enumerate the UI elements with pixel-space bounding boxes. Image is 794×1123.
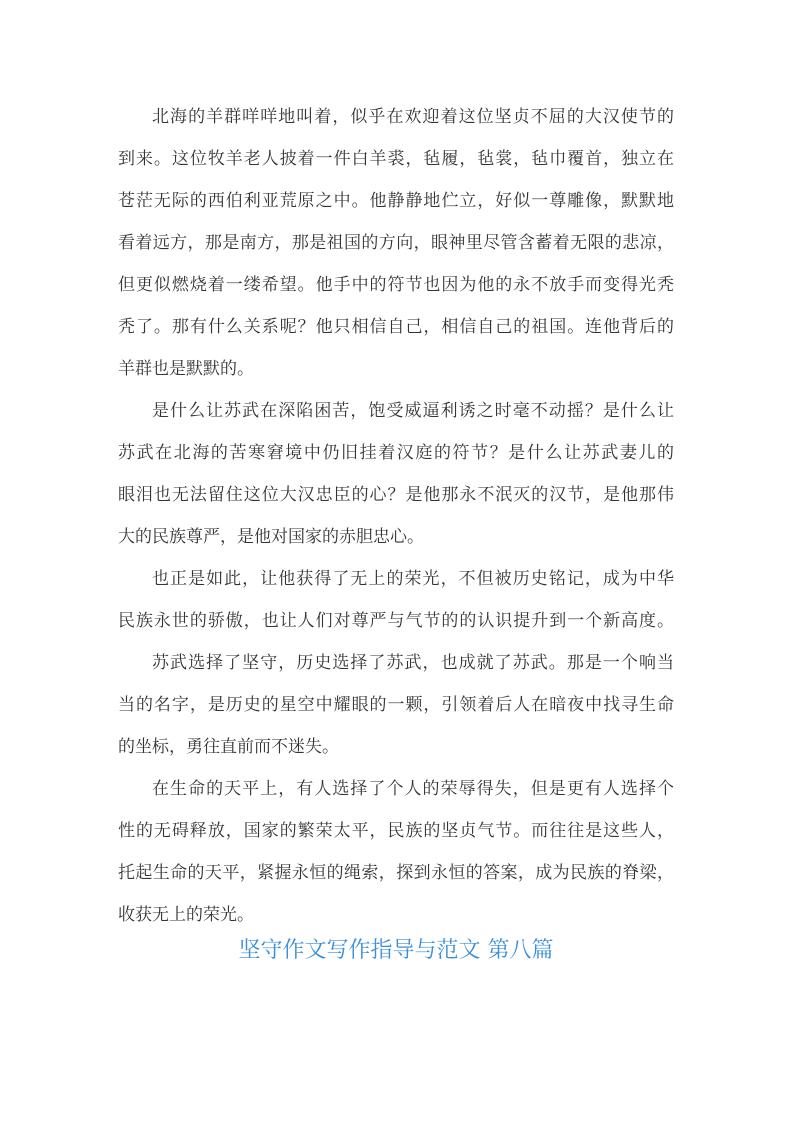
paragraph-line: 羊群也是默默的。 <box>118 359 254 379</box>
paragraph <box>118 558 794 642</box>
paragraph-line: 民族永世的骄傲，也让人们对尊严与气节的的认识提升到一个新高度。 <box>118 611 674 631</box>
paragraph-line: 在生命的天平上，有人选择了个人的荣辱得失，但是更有人选择个 <box>152 779 674 799</box>
paragraph-line: 的坐标，勇往直前而不迷失。 <box>118 737 339 757</box>
paragraph <box>118 642 794 768</box>
paragraph-line: 收获无上的荣光。 <box>118 905 254 925</box>
paragraph-line: 北海的羊群咩咩地叫着，似乎在欢迎着这位坚贞不屈的大汉使节的 <box>152 107 674 127</box>
paragraph <box>118 390 794 558</box>
paragraph <box>118 96 794 390</box>
paragraph-line: 托起生命的天平，紧握永恒的绳索，探到永恒的答案，成为民族的脊梁， <box>118 863 674 883</box>
section-heading: 坚守作文写作指导与范文 第八篇 <box>238 938 554 963</box>
paragraph-line: 秃了。那有什么关系呢？他只相信自己，相信自己的祖国。连他背后的 <box>118 317 674 337</box>
paragraph-line: 到来。这位牧羊老人披着一件白羊裘，毡履，毡裳，毡巾覆首，独立在 <box>118 149 674 169</box>
paragraph-line: 苏武在北海的苦寒窘境中仍旧挂着汉庭的符节？是什么让苏武妻儿的 <box>118 443 674 463</box>
paragraph-line: 是什么让苏武在深陷困苦，饱受威逼利诱之时毫不动摇？是什么让 <box>152 401 674 421</box>
paragraph-line: 性的无碍释放，国家的繁荣太平，民族的坚贞气节。而往往是这些人， <box>118 821 674 841</box>
paragraph-line: 苍茫无际的西伯利亚荒原之中。他静静地伫立，好似一尊雕像，默默地 <box>118 191 674 211</box>
paragraph-line: 大的民族尊严，是他对国家的赤胆忠心。 <box>118 527 424 547</box>
paragraph-line: 眼泪也无法留住这位大汉忠臣的心？是他那永不泯灭的汉节，是他那伟 <box>118 485 674 505</box>
paragraph-line: 苏武选择了坚守，历史选择了苏武，也成就了苏武。那是一个响当 <box>152 653 674 673</box>
paragraph <box>118 768 794 936</box>
paragraph-line: 但更似燃烧着一缕希望。他手中的符节也因为他的永不放手而变得光秃 <box>118 275 674 295</box>
paragraph-line: 当的名字，是历史的星空中耀眼的一颗，引领着后人在暗夜中找寻生命 <box>118 695 674 715</box>
paragraph-line: 看着远方，那是南方，那是祖国的方向，眼神里尽管含蓄着无限的悲凉， <box>118 233 674 253</box>
paragraph-line: 也正是如此，让他获得了无上的荣光，不但被历史铭记，成为中华 <box>152 569 674 589</box>
